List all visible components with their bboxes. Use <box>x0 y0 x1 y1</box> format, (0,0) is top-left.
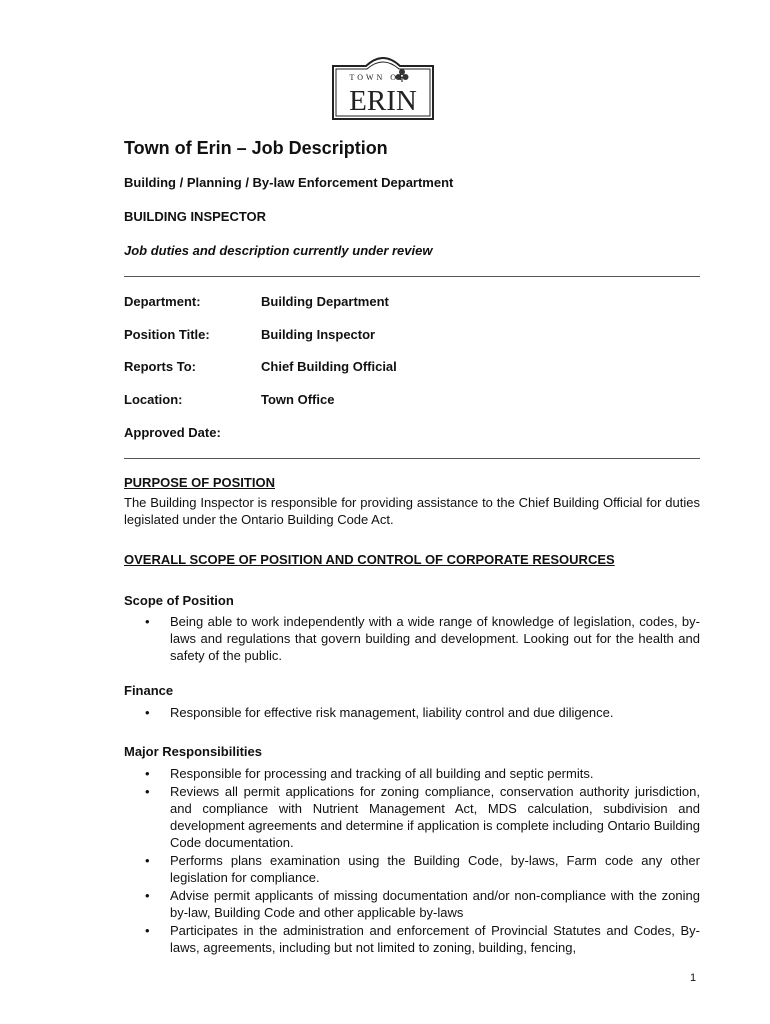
page-number: 1 <box>690 972 697 984</box>
info-label: Location: <box>124 392 183 407</box>
scope-of-position-heading: Scope of Position <box>124 593 234 608</box>
bullet-icon: • <box>145 853 150 868</box>
bullet-icon: • <box>145 705 150 720</box>
list-item <box>124 613 700 664</box>
info-value: Building Department <box>261 294 389 309</box>
list-item-text: Responsible for effective risk management, liability control and due diligence. <box>170 705 614 720</box>
purpose-body: The Building Inspector is responsible for providing assistance to the Chief Building Official for duties legislated under the Ontario Building Code Act. <box>124 495 700 527</box>
list-item <box>124 922 700 956</box>
logo-name: ERIN <box>349 85 417 117</box>
scope-of-position-list <box>124 613 700 665</box>
list-item <box>124 765 700 782</box>
list-item-text: Advise permit applicants of missing documentation and/or non-compliance with the zoning by-law, Building Code and other applicable by-laws <box>170 888 700 920</box>
info-label: Position Title: <box>124 327 210 342</box>
finance-heading: Finance <box>124 683 174 698</box>
info-label: Department: <box>124 294 201 309</box>
bullet-icon: • <box>145 614 150 629</box>
info-value: Chief Building Official <box>261 359 397 374</box>
list-item-text: Reviews all permit applications for zoning compliance, conservation authority jurisdiction, and compliance with Nutrient Management Act, MDS calculation, subdivision and development agreements and determine if application is complete including Ontario Building Code documentation. <box>170 784 700 850</box>
list-item-text: Performs plans examination using the Building Code, by-laws, Farm code any other legislation for compliance. <box>170 853 700 885</box>
list-item <box>124 704 700 721</box>
department-line: Building / Planning / By-law Enforcement Department <box>124 175 454 190</box>
purpose-heading: PURPOSE OF POSITION <box>124 475 275 490</box>
logo-top-text: TOWN OF <box>349 73 407 82</box>
major-responsibilities-list <box>124 765 700 957</box>
bullet-icon: • <box>145 784 150 799</box>
info-label: Approved Date: <box>124 425 221 440</box>
bullet-icon: • <box>145 923 150 938</box>
town-of-erin-logo <box>330 48 436 120</box>
bullet-icon: • <box>145 766 150 781</box>
position-heading: BUILDING INSPECTOR <box>124 209 267 224</box>
info-label: Reports To: <box>124 359 196 374</box>
review-note: Job duties and description currently under review <box>124 243 433 258</box>
list-item-text: Being able to work independently with a wide range of knowledge of legislation, codes, by-laws and regulations that govern building and development. Looking out for the health and safety of the public. <box>170 614 700 663</box>
info-value: Town Office <box>261 392 335 407</box>
page-title: Town of Erin – Job Description <box>124 138 388 158</box>
divider <box>124 276 700 277</box>
finance-list <box>124 704 700 722</box>
major-responsibilities-heading: Major Responsibilities <box>124 744 262 759</box>
divider <box>124 458 700 459</box>
scope-section-heading: OVERALL SCOPE OF POSITION AND CONTROL OF CORPORATE RESOURCES <box>124 552 615 567</box>
list-item <box>124 852 700 886</box>
bullet-icon: • <box>145 888 150 903</box>
list-item <box>124 887 700 921</box>
info-value: Building Inspector <box>261 327 376 342</box>
list-item-text: Responsible for processing and tracking of all building and septic permits. <box>170 766 594 781</box>
list-item <box>124 783 700 851</box>
list-item-text: Participates in the administration and enforcement of Provincial Statutes and Codes, By-laws, agreements, including but not limited to zoning, building, fencing, <box>170 923 700 955</box>
